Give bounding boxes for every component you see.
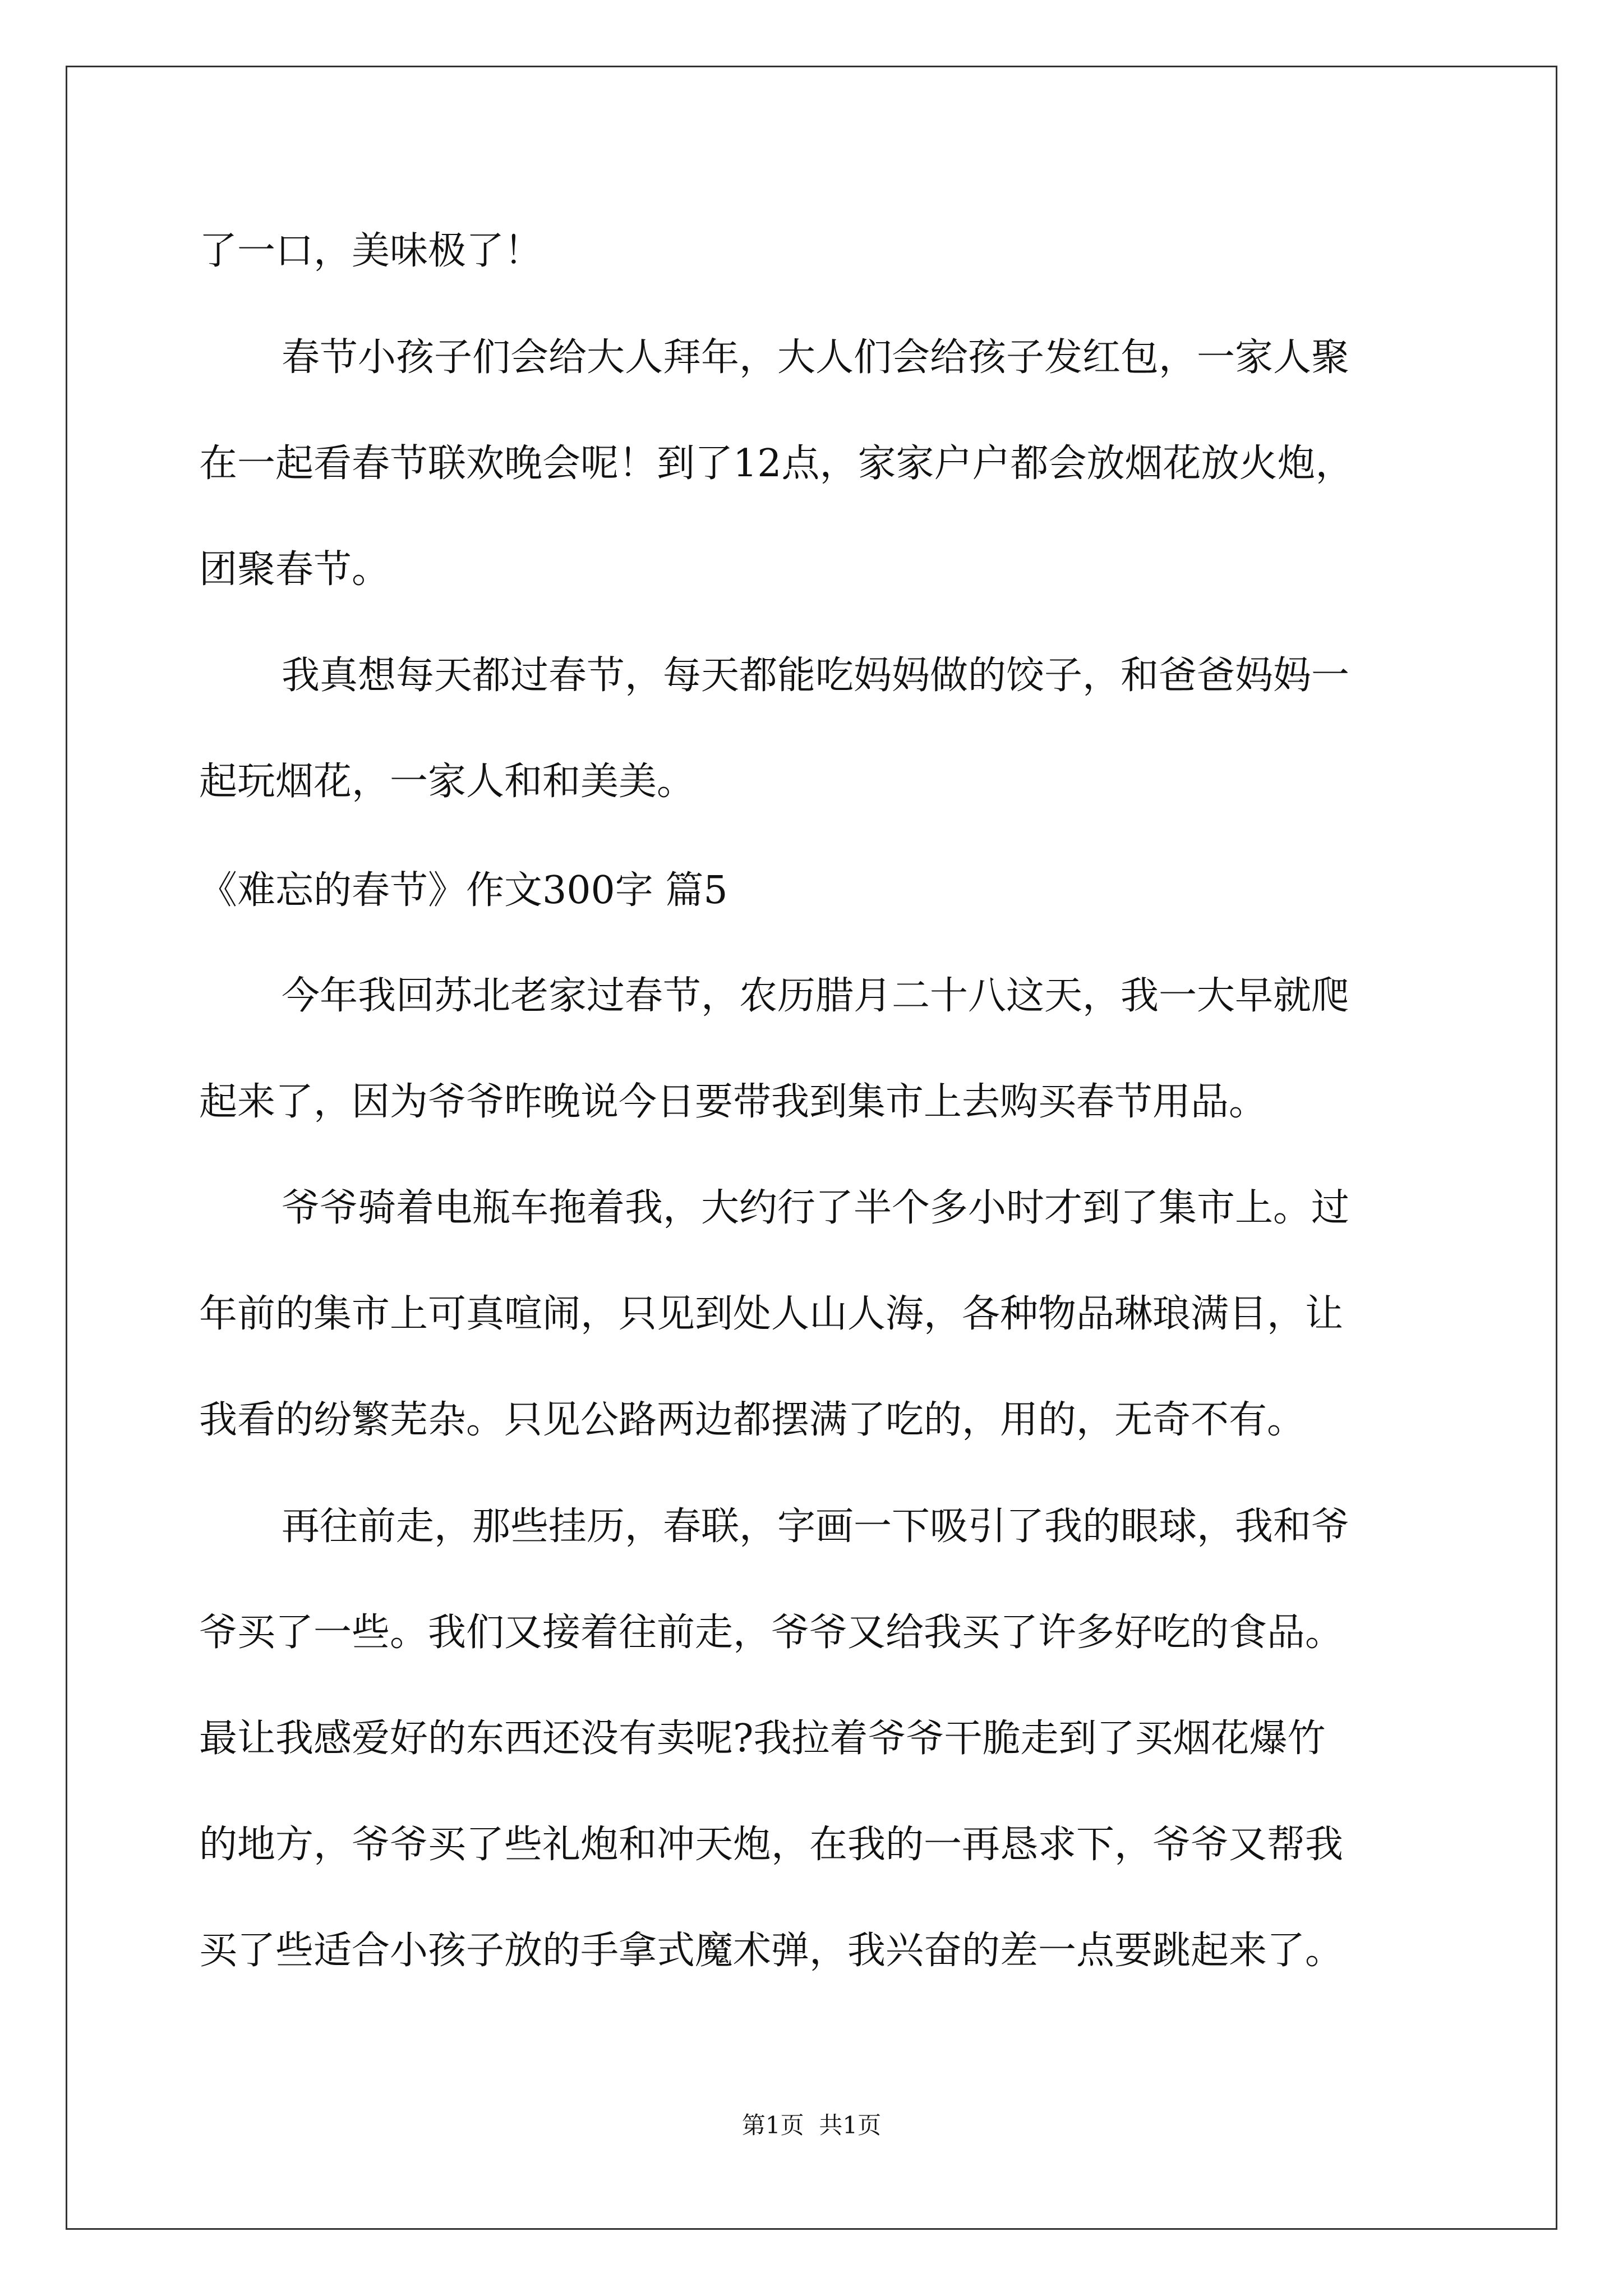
page-border [66, 66, 1557, 2230]
text-line: 年前的集市上可真喧闹，只见到处人山人海，各种物品琳琅满目，让 [199, 1292, 1344, 1336]
text-line: 最让我感爱好的东西还没有卖呢?我拉着爷爷干脆走到了买烟花爆竹 [199, 1717, 1326, 1761]
text-line: 在一起看春节联欢晚会呢！到了12点，家家户户都会放烟花放火炮， [199, 441, 1354, 486]
text-line: 起玩烟花，一家人和和美美。 [199, 760, 695, 804]
text-line: 今年我回苏北老家过春节，农历腊月二十八这天，我一大早就爬 [282, 974, 1350, 1018]
text-line: 团聚春节。 [199, 547, 390, 592]
text-line: 爷买了一些。我们又接着往前走，爷爷又给我买了许多好吃的食品。 [199, 1611, 1344, 1655]
page-footer [0, 2111, 1623, 2139]
text-line: 的地方，爷爷买了些礼炮和冲天炮，在我的一再恳求下，爷爷又帮我 [199, 1823, 1344, 1867]
text-line: 爷爷骑着电瓶车拖着我，大约行了半个多小时才到了集市上。过 [282, 1186, 1350, 1230]
text-line: 起来了，因为爷爷昨晚说今日要带我到集市上去购买春节用品。 [199, 1080, 1267, 1124]
text-line: 春节小孩子们会给大人拜年，大人们会给孩子发红包，一家人聚 [282, 335, 1350, 380]
text-line: 我真想每天都过春节，每天都能吃妈妈做的饺子，和爸爸妈妈一 [282, 654, 1350, 698]
text-line: 再往前走，那些挂历，春联，字画一下吸引了我的眼球，我和爷 [282, 1504, 1350, 1549]
page-number-label: 第1页 共1页 [741, 2111, 882, 2139]
section-heading: 《难忘的春节》作文300字 篇5 [199, 868, 728, 913]
text-line: 了一口，美味极了！ [199, 229, 543, 273]
text-line: 我看的纷繁芜杂。只见公路两边都摆满了吃的，用的，无奇不有。 [199, 1398, 1306, 1442]
text-line: 买了些适合小孩子放的手拿式魔术弹，我兴奋的差一点要跳起来了。 [199, 1929, 1344, 1973]
